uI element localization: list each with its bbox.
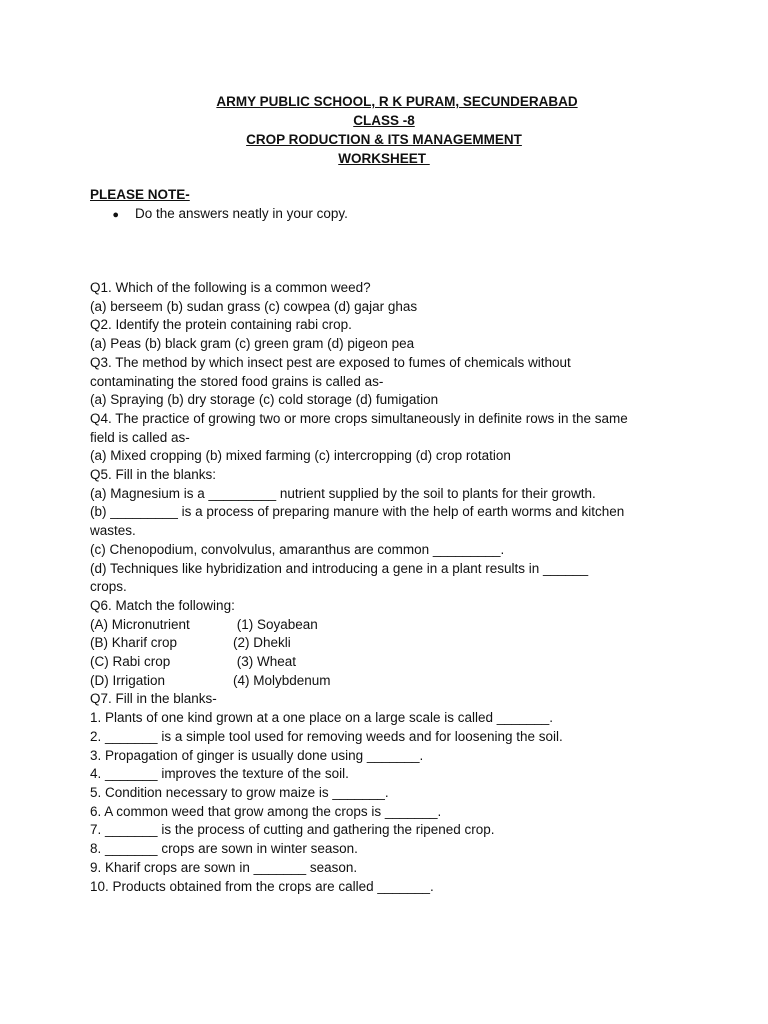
- question-line: 1. Plants of one kind grown at a one place on a large scale is called _______.: [90, 710, 554, 726]
- match-right: (1) Soyabean: [233, 616, 318, 632]
- question-line: wastes.: [90, 523, 136, 539]
- question-line: Q5. Fill in the blanks:: [90, 467, 217, 483]
- note-item-text: Do the answers neatly in your copy.: [135, 206, 348, 221]
- topic-title: CROP RODUCTION & ITS MANAGEMMENT: [246, 132, 522, 147]
- question-line: Q4. The practice of growing two or more crops simultaneously in definite rows in the same: [90, 410, 628, 426]
- question-line: (d) Techniques like hybridization and introducing a gene in a plant results in ______: [90, 560, 589, 576]
- questions-section: [90, 279, 650, 896]
- question-line: 4. _______ improves the texture of the soil.: [90, 766, 349, 782]
- question-line: (a) Spraying (b) dry storage (c) cold storage (d) fumigation: [90, 392, 439, 408]
- question-line: crops.: [90, 579, 127, 595]
- bullet-icon: ●: [112, 209, 119, 221]
- question-line: 3. Propagation of ginger is usually done using _______.: [90, 747, 424, 763]
- question-line: 6. A common weed that grow among the crops is _______.: [90, 803, 442, 819]
- match-right: (4) Molybdenum: [233, 672, 331, 688]
- question-line: Q7. Fill in the blanks-: [90, 691, 217, 707]
- match-right: (2) Dhekli: [233, 635, 291, 651]
- match-row: [90, 653, 650, 672]
- question-line: (a) Magnesium is a _________ nutrient supplied by the soil to plants for their growth.: [90, 485, 596, 501]
- worksheet-label: WORKSHEET: [338, 151, 430, 166]
- question-line: 8. _______ crops are sown in winter season.: [90, 841, 358, 857]
- match-row: [90, 634, 650, 653]
- match-row: [90, 672, 650, 691]
- question-line: (a) Peas (b) black gram (c) green gram (d) pigeon pea: [90, 336, 415, 352]
- school-name: ARMY PUBLIC SCHOOL, R K PURAM, SECUNDERABAD: [216, 94, 578, 109]
- match-row: [90, 616, 650, 635]
- question-line: Q1. Which of the following is a common weed?: [90, 280, 371, 295]
- note-section: [90, 185, 348, 225]
- match-left: (D) Irrigation: [90, 672, 166, 688]
- match-left: (A) Micronutrient: [90, 616, 190, 632]
- question-line: 9. Kharif crops are sown in _______ season.: [90, 859, 358, 875]
- note-title: PLEASE NOTE-: [90, 187, 190, 202]
- note-item: [90, 204, 348, 225]
- question-line: Q3. The method by which insect pest are exposed to fumes of chemicals without: [90, 354, 571, 370]
- question-line: 7. _______ is the process of cutting and gathering the ripened crop.: [90, 822, 495, 838]
- question-line: 2. _______ is a simple tool used for removing weeds and for loosening the soil.: [90, 728, 563, 744]
- question-line: (b) _________ is a process of preparing manure with the help of earth worms and kitchen: [90, 504, 625, 520]
- question-line: field is called as-: [90, 429, 190, 445]
- match-left: (B) Kharif crop: [90, 635, 178, 651]
- worksheet-header: [0, 92, 768, 168]
- match-left: (C) Rabi crop: [90, 654, 171, 670]
- question-line: contaminating the stored food grains is called as-: [90, 373, 384, 389]
- question-line: (c) Chenopodium, convolvulus, amaranthus are common _________.: [90, 541, 505, 557]
- question-line: (a) berseem (b) sudan grass (c) cowpea (d) gajar ghas: [90, 298, 418, 314]
- question-line: (a) Mixed cropping (b) mixed farming (c) intercropping (d) crop rotation: [90, 448, 511, 464]
- question-line: 10. Products obtained from the crops are called _______.: [90, 878, 434, 894]
- question-line: Q2. Identify the protein containing rabi crop.: [90, 317, 352, 333]
- question-line: Q6. Match the following:: [90, 597, 235, 613]
- match-right: (3) Wheat: [233, 654, 297, 670]
- class-label: CLASS -8: [353, 113, 415, 128]
- question-line: 5. Condition necessary to grow maize is _______.: [90, 784, 389, 800]
